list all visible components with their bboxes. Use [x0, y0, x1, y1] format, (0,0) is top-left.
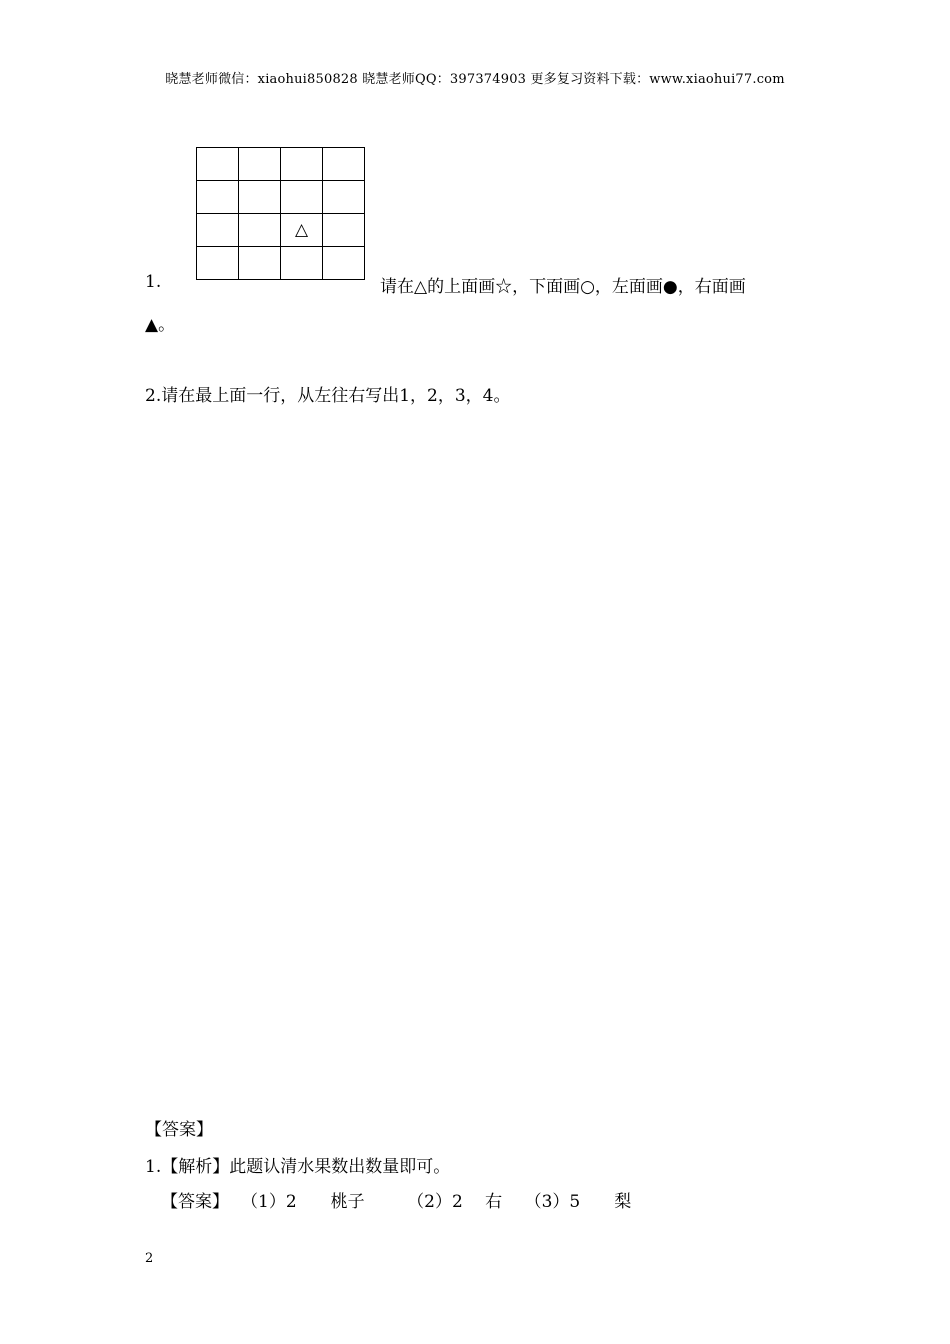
- grid-cell: [239, 214, 281, 247]
- grid-cell: [323, 148, 365, 181]
- answer-1-analysis: 1.【解析】此题认清水果数出数量即可。: [145, 1157, 451, 1177]
- page-number: 2: [145, 1251, 154, 1266]
- question-1-text: 请在△的上面画☆，下面画○，左面画●，右面画: [380, 277, 746, 297]
- question-1-text-continued: ▲。: [145, 315, 176, 335]
- grid-cell: [323, 214, 365, 247]
- grid-cell: [197, 181, 239, 214]
- grid-cell: [323, 181, 365, 214]
- grid-cell: [239, 148, 281, 181]
- grid-cell: [323, 247, 365, 280]
- direction-grid: [196, 147, 365, 280]
- grid-cell: [197, 247, 239, 280]
- grid-cell: [281, 247, 323, 280]
- grid-cell-triangle: △: [281, 214, 323, 247]
- answer-1-values: （1）2 桃子 （2）2 右 （3）5 梨: [241, 1192, 632, 1212]
- answers-heading: 【答案】: [145, 1120, 213, 1140]
- grid-cell: [197, 214, 239, 247]
- grid-cell: [239, 247, 281, 280]
- answer-1-label: 【答案】: [161, 1192, 229, 1212]
- question-1-number: 1.: [145, 272, 162, 292]
- question-2-text: 2.请在最上面一行，从左往右写出1，2，3，4。: [145, 386, 511, 406]
- grid-cell: [281, 181, 323, 214]
- grid-cell: [239, 181, 281, 214]
- grid-cell: [197, 148, 239, 181]
- page-header: 晓慧老师微信：xiaohui850828 晓慧老师QQ：397374903 更多复习资料下载：www.xiaohui77.com: [165, 72, 785, 87]
- grid-cell: [281, 148, 323, 181]
